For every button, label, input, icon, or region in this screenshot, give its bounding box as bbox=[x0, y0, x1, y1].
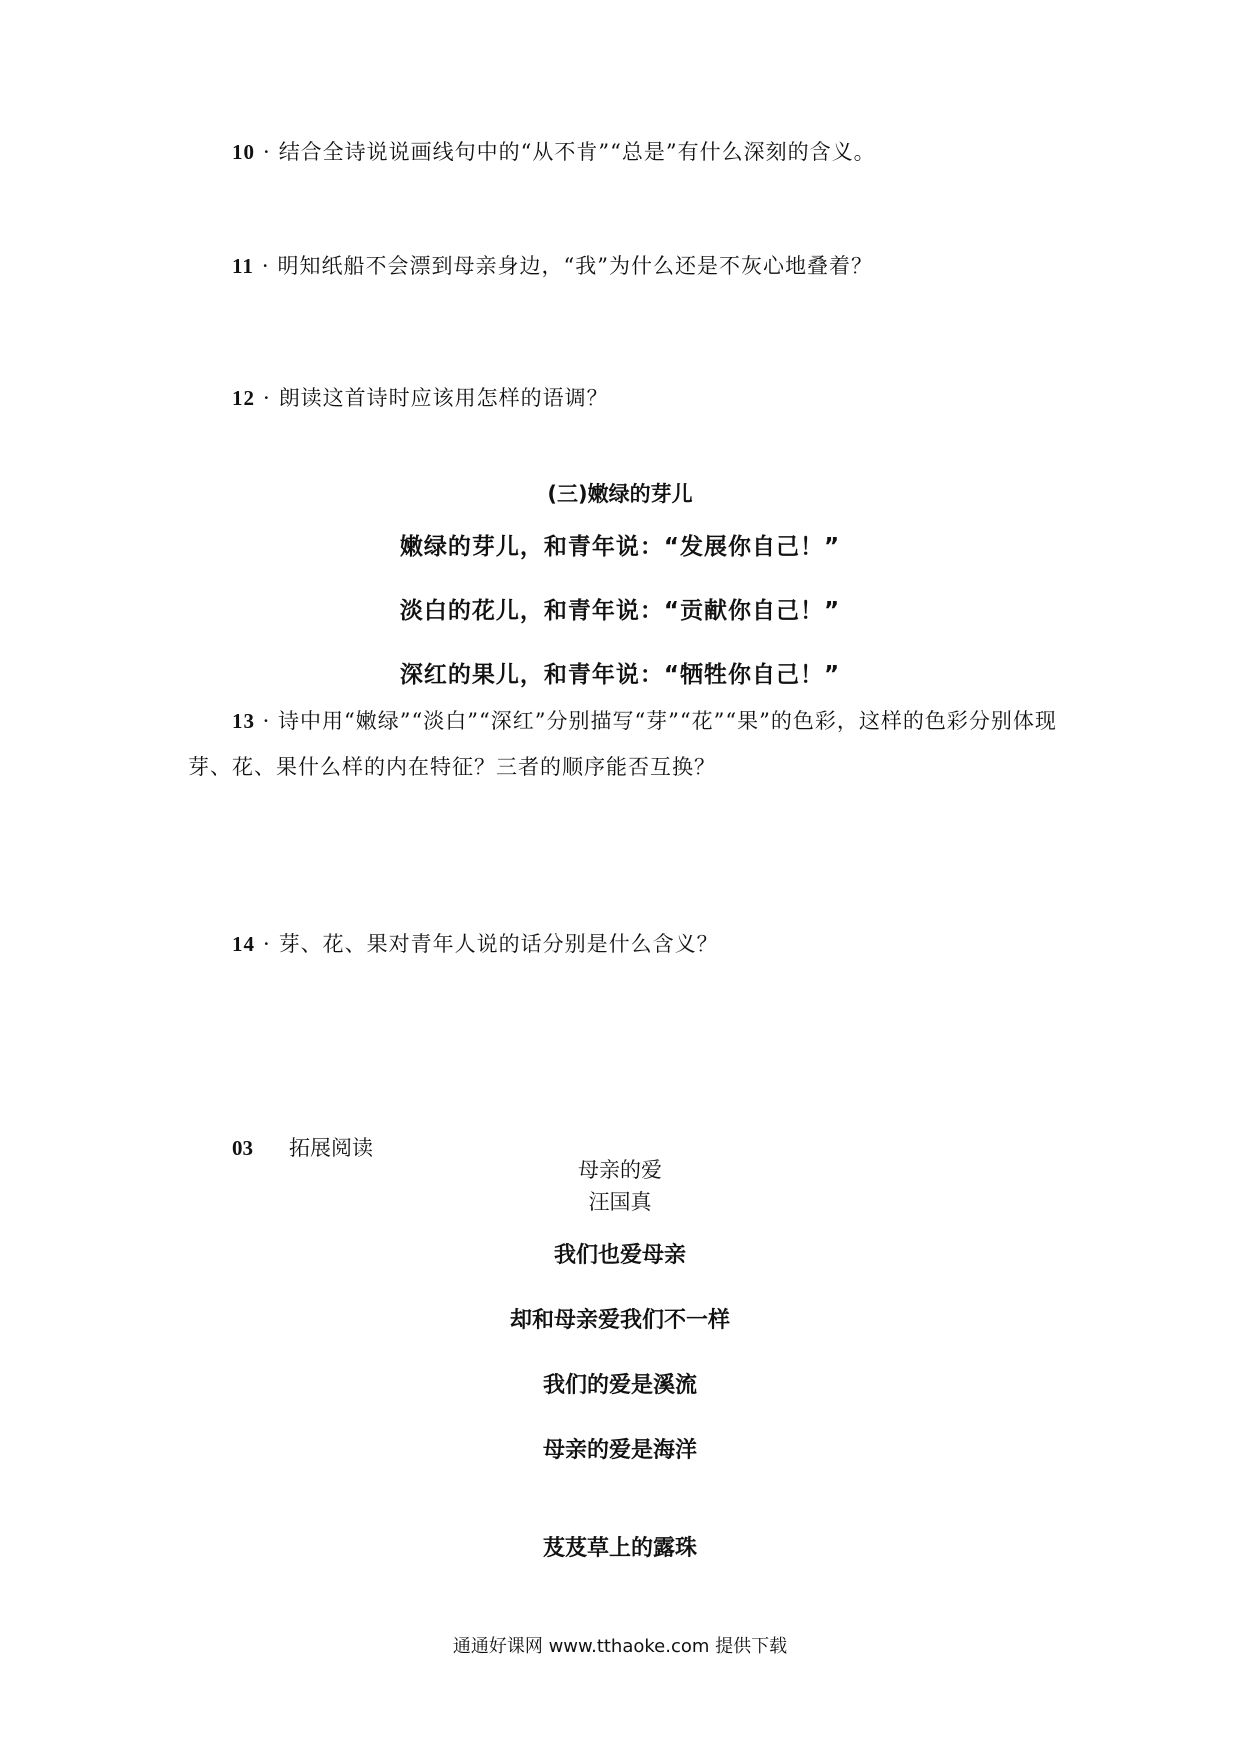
question-text: 结合全诗说说画线句中的“从不肯”“总是”有什么深刻的含义。 bbox=[278, 140, 876, 164]
mother-poem-line: 母亲的爱是海洋 bbox=[542, 1438, 697, 1463]
question-text: 芽、花、果对青年人说的话分别是什么含义？ bbox=[278, 932, 719, 956]
poem-line: 深红的果儿，和青年说：“牺牲你自己！” bbox=[399, 662, 841, 688]
question-number: 13 bbox=[232, 709, 255, 733]
section-title: 拓展阅读 bbox=[289, 1136, 373, 1160]
section-number: 03 bbox=[232, 1136, 253, 1160]
question-text: 诗中用“嫩绿”“淡白”“深红”分别描写“芽”“花”“果”的色彩，这样的色彩分别体现芽、花、果什么样的内在特征？三者的顺序能否互换？ bbox=[188, 709, 1057, 779]
mother-poem-line: 芨芨草上的露珠 bbox=[542, 1536, 697, 1561]
mother-poem-line: 却和母亲爱我们不一样 bbox=[509, 1308, 730, 1333]
question-number: 10 bbox=[232, 140, 255, 164]
question-text: 朗读这首诗时应该用怎样的语调？ bbox=[278, 386, 609, 410]
question-13: 13 · 诗中用“嫩绿”“淡白”“深红”分别描写“芽”“花”“果”的色彩，这样的色彩分别体现芽、花、果什么样的内在特征？三者的顺序能否互换？ bbox=[188, 709, 1057, 779]
question-text: 明知纸船不会漂到母亲身边，“我”为什么还是不灰心地叠着？ bbox=[277, 254, 874, 278]
question-10: 10 · 结合全诗说说画线句中的“从不肯”“总是”有什么深刻的含义。 bbox=[232, 140, 876, 164]
question-number: 14 bbox=[232, 932, 255, 956]
footer-text: 通通好课网 www.tthaoke.com 提供下载 bbox=[452, 1636, 788, 1657]
poem-line: 嫩绿的芽儿，和青年说：“发展你自己！” bbox=[399, 534, 841, 560]
question-number: 12 bbox=[232, 386, 255, 410]
question-number: 11 bbox=[232, 254, 254, 278]
question-12: 12 · 朗读这首诗时应该用怎样的语调？ bbox=[232, 386, 609, 410]
poem-title: (三)嫩绿的芽儿 bbox=[547, 482, 693, 506]
mother-poem-author: 汪国真 bbox=[588, 1190, 652, 1214]
mother-poem-line: 我们的爱是溪流 bbox=[542, 1373, 697, 1398]
poem-line: 淡白的花儿，和青年说：“贡献你自己！” bbox=[399, 598, 841, 624]
question-11: 11 · 明知纸船不会漂到母亲身边，“我”为什么还是不灰心地叠着？ bbox=[232, 254, 874, 278]
question-14: 14 · 芽、花、果对青年人说的话分别是什么含义？ bbox=[232, 932, 719, 956]
mother-poem-line: 我们也爱母亲 bbox=[553, 1243, 686, 1268]
mother-poem-title: 母亲的爱 bbox=[578, 1158, 662, 1182]
